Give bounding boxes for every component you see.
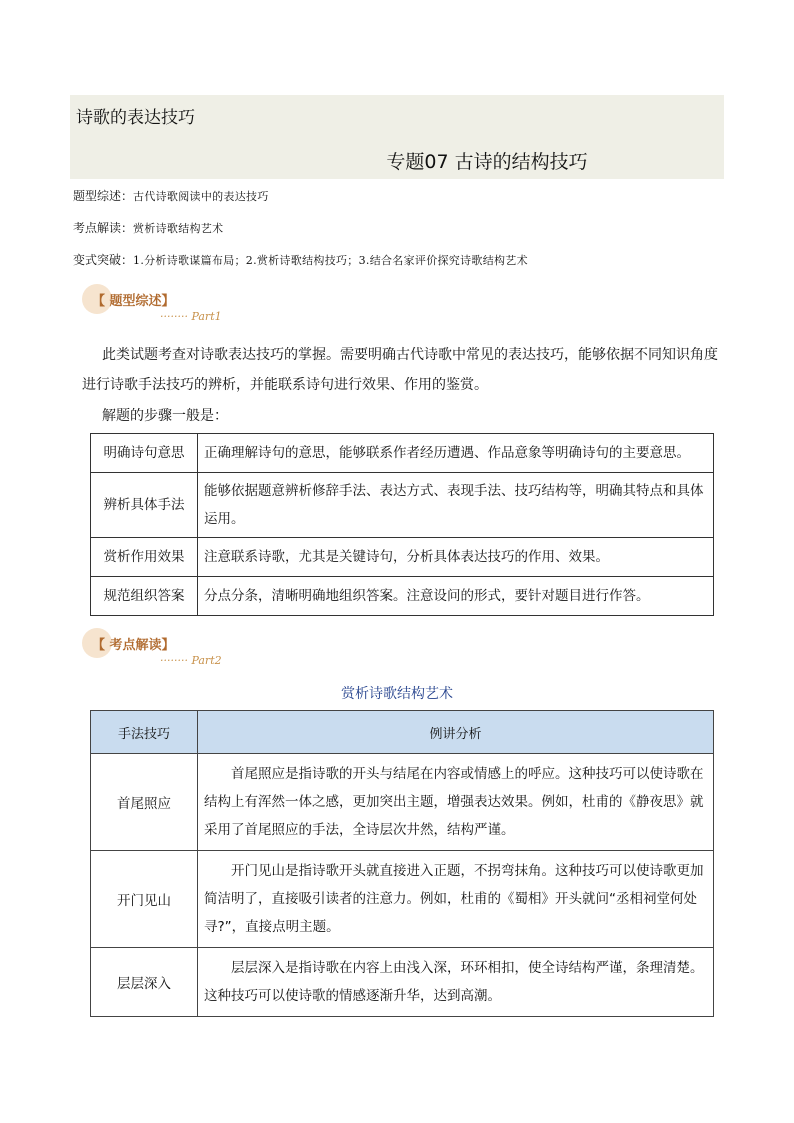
section-heading-points	[82, 628, 282, 668]
step-value: 正确理解诗句的意思，能够联系作者经历遭遇、作品意象等明确诗句的主要意思。	[198, 434, 714, 473]
section-label: 【 题型综述】	[92, 294, 175, 309]
table-caption: 赏析诗歌结构艺术	[341, 686, 453, 702]
step-key: 明确诗句意思	[91, 434, 198, 473]
steps-table	[90, 433, 714, 616]
meta-point-label: 考点解读：	[73, 221, 134, 235]
meta-variant-line	[73, 251, 528, 268]
technique-key: 首尾照应	[91, 754, 198, 851]
table-row	[91, 851, 714, 948]
meta-type-line	[73, 187, 269, 204]
step-key: 赏析作用效果	[91, 538, 198, 577]
section-label: 【 考点解读】	[92, 638, 175, 653]
header-band	[70, 95, 724, 179]
section-part-label: ········ Part1	[160, 310, 222, 323]
step-key: 规范组织答案	[91, 577, 198, 616]
header-subtitle: 诗歌的表达技巧	[76, 108, 195, 128]
table-header-row	[91, 711, 714, 754]
meta-type-value: 古代诗歌阅读中的表达技巧	[133, 190, 269, 203]
technique-key: 开门见山	[91, 851, 198, 948]
meta-point-line	[73, 219, 223, 236]
overview-paragraph: 此类试题考查对诗歌表达技巧的掌握。需要明确古代诗歌中常见的表达技巧，能够依据不同知识角度进行诗歌手法技巧的辨析，并能联系诗句进行效果、作用的鉴赏。	[82, 347, 718, 393]
meta-type-label: 题型综述：	[73, 189, 134, 203]
table-row	[91, 577, 714, 616]
technique-key: 层层深入	[91, 948, 198, 1017]
column-header: 手法技巧	[91, 711, 198, 754]
technique-value: 首尾照应是指诗歌的开头与结尾在内容或情感上的呼应。这种技巧可以使诗歌在结构上有浑然一体之感，更加突出主题，增强表达效果。例如，杜甫的《静夜思》就采用了首尾照应的手法，全诗层次井然，结构严谨。	[198, 754, 714, 851]
table-row	[91, 948, 714, 1017]
meta-point-value: 赏析诗歌结构艺术	[133, 222, 224, 235]
table-row	[91, 538, 714, 577]
section-part-label: ········ Part2	[160, 654, 222, 667]
step-value: 能够依据题意辨析修辞手法、表达方式、表现手法、技巧结构等，明确其特点和具体运用。	[198, 473, 714, 538]
section-heading-overview	[82, 284, 282, 324]
technique-value: 层层深入是指诗歌在内容上由浅入深，环环相扣，使全诗结构严谨，条理清楚。这种技巧可以使诗歌的情感逐渐升华，达到高潮。	[198, 948, 714, 1017]
technique-value: 开门见山是指诗歌开头就直接进入正题，不拐弯抹角。这种技巧可以使诗歌更加简洁明了，直接吸引读者的注意力。例如，杜甫的《蜀相》开头就问“丞相祠堂何处寻?”，直接点明主题。	[198, 851, 714, 948]
steps-intro: 解题的步骤一般是：	[102, 408, 228, 424]
meta-variant-label: 变式突破：	[73, 253, 134, 267]
page-title: 专题07 古诗的结构技巧	[386, 151, 588, 173]
column-header: 例讲分析	[198, 711, 714, 754]
step-key: 辨析具体手法	[91, 473, 198, 538]
table-row	[91, 473, 714, 538]
step-value: 分点分条，清晰明确地组织答案。注意设问的形式，要针对题目进行作答。	[198, 577, 714, 616]
step-value: 注意联系诗歌，尤其是关键诗句，分析具体表达技巧的作用、效果。	[198, 538, 714, 577]
technique-table	[90, 710, 714, 1017]
meta-variant-value: 1.分析诗歌谋篇布局；2.赏析诗歌结构技巧；3.结合名家评价探究诗歌结构艺术	[133, 254, 528, 267]
table-row	[91, 754, 714, 851]
table-row	[91, 434, 714, 473]
